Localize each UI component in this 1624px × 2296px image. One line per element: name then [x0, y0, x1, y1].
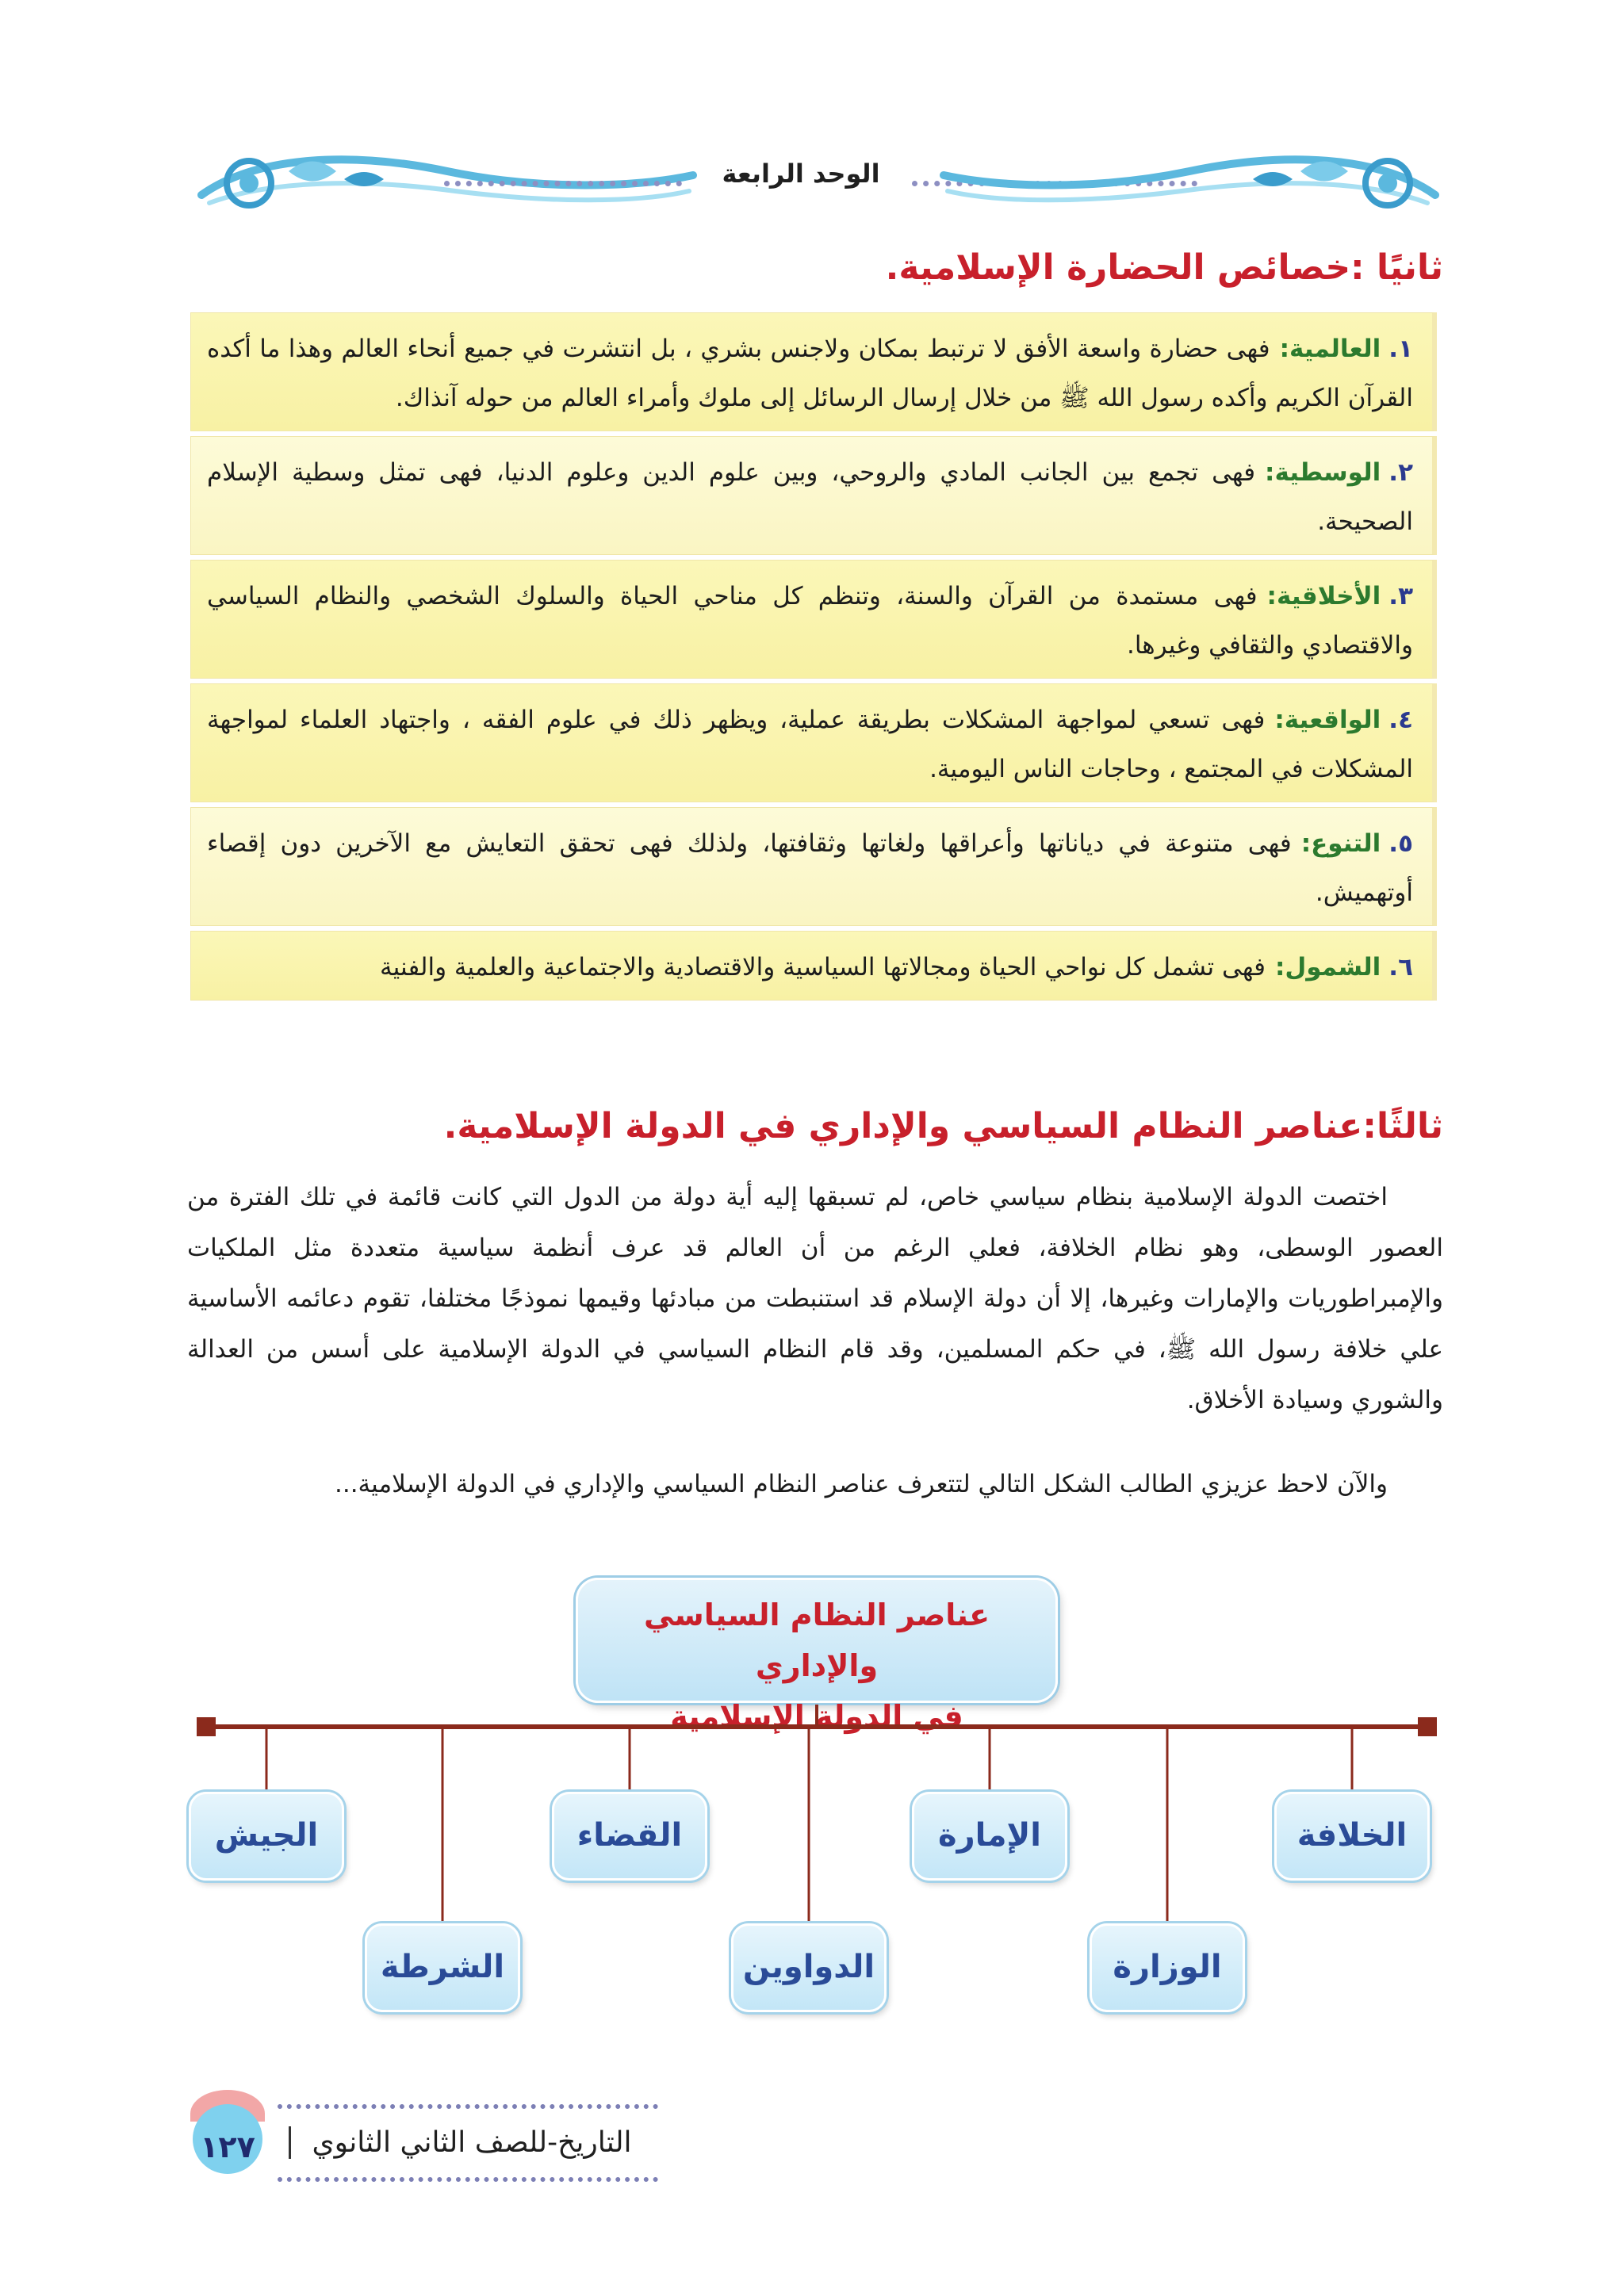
trait-number: ٢. — [1388, 458, 1413, 487]
trait-name: العالمية: — [1279, 335, 1381, 363]
diagram-line-end-right — [1418, 1717, 1437, 1736]
diagram-line-end-left — [197, 1717, 216, 1736]
node-emirate: الإمارة — [912, 1792, 1067, 1881]
diagram-title-line-1: عناصر النظام السياسي والإداري — [643, 1598, 990, 1683]
node-diwans: الدواوين — [731, 1923, 887, 2012]
node-ministry: الوزارة — [1090, 1923, 1245, 2012]
trait-number: ٥. — [1388, 829, 1413, 858]
trait-row-morality — [190, 560, 1437, 679]
unit-title: الوحد الرابعة — [722, 159, 880, 189]
characteristics-table — [190, 312, 1437, 1005]
book-title: التاريخ-للصف الثاني الثانوي — [289, 2126, 646, 2159]
trait-row-diversity — [190, 807, 1437, 926]
node-police: الشرطة — [365, 1923, 520, 2012]
footer-dotted-line-top — [278, 2104, 658, 2109]
trait-description: فهى تجمع بين الجانب المادي والروحي، وبين علوم الدين وعلوم الدنيا، فهى تمثل وسطية الإسلام الصحيحة. — [207, 458, 1413, 536]
section-heading-political-system: ثالثًا:عناصر النظام السياسي والإداري في الدولة الإسلامية. — [443, 1106, 1443, 1146]
trait-row-realism — [190, 683, 1437, 802]
page-number: ١٢٧ — [200, 2130, 255, 2164]
trait-number: ٣. — [1388, 582, 1413, 610]
trait-number: ٤. — [1388, 706, 1413, 734]
diagram-title-box — [576, 1578, 1058, 1734]
trait-description: فهى مستمدة من القرآن والسنة، وتنظم كل مناحي الحياة والسلوك الشخصي والنظام السياسي والاقتصادي والثقافي وغيرها. — [207, 582, 1413, 660]
trait-description: فهى تشمل كل نواحي الحياة ومجالاتها السياسية والاقتصادية والاجتماعية والعلمية والفنية — [380, 953, 1266, 982]
node-army: الجيش — [189, 1792, 344, 1881]
trait-name: التنوع: — [1300, 829, 1381, 858]
header-dotted-line-left — [444, 181, 682, 186]
trait-name: الشمول: — [1274, 953, 1381, 982]
trait-description: فهى حضارة واسعة الأفق لا ترتبط بمكان ولاجنس بشري ، بل انتشرت في جميع أنحاء العالم وهذا ما أكده القرآن الكريم وأكده رسول الله ﷺ من خلال إرسال الرسائل إلى ملوك وأمراء العالم من حوله آنذاك. — [207, 335, 1413, 412]
node-judiciary: القضاء — [552, 1792, 707, 1881]
node-caliphate: الخلافة — [1274, 1792, 1430, 1881]
intro-paragraph: اختصت الدولة الإسلامية بنظام سياسي خاص، لم تسبقها إليه أية دولة من الدول التي كانت قائمة في تلك الفترة من العصور الوسطى، وهو نظام الخلافة، فعلي الرغم من أن العالم قد عرف أنظمة سياسية متعددة مثل الملكيات والإمبراطوريات والإمارات وغيرها، إلا أن دولة الإسلام قد استنبطت من مبادئها وقيمها نموذجًا مختلفا، تقوم دعائمه الأساسية علي خلافة رسول الله ﷺ، في حكم المسلمين، وقد قام النظام السياسي في الدولة الإسلامية على أسس من العدالة والشوري وسيادة الأخلاق. — [187, 1183, 1443, 1414]
trait-number: ٦. — [1388, 953, 1413, 982]
section-heading-characteristics: ثانيًا :خصائص الحضارة الإسلامية. — [885, 247, 1443, 288]
trait-name: الوسطية: — [1265, 458, 1381, 487]
trait-number: ١. — [1388, 335, 1413, 363]
trait-row-moderation — [190, 436, 1437, 555]
trait-row-universality — [190, 312, 1437, 431]
header-ornament-right — [936, 147, 1443, 219]
footer-dotted-line-bottom — [278, 2177, 658, 2182]
trait-name: الواقعية: — [1274, 706, 1381, 734]
diagram-title-line-2: في الدولة الإسلامية — [670, 1699, 963, 1734]
trait-description: فهى تسعي لمواجهة المشكلات بطريقة عملية، ويظهر ذلك في علوم الفقه ، واجتهاد العلماء لمواجهة المشكلات في المجتمع ، وحاجات الناس اليومية. — [207, 706, 1413, 783]
diagram-intro-paragraph: والآن لاحظ عزيزي الطالب الشكل التالي لتتعرف عناصر النظام السياسي والإداري في الدولة الإسلامية... — [335, 1470, 1388, 1498]
trait-row-comprehensiveness — [190, 931, 1437, 1001]
trait-name: الأخلاقية: — [1266, 582, 1381, 610]
trait-description: فهى متنوعة في دياناتها وأعراقها ولغاتها وثقافتها، ولذلك فهى تحقق التعايش مع الآخرين دون إقصاء أوتهميش. — [207, 829, 1413, 907]
